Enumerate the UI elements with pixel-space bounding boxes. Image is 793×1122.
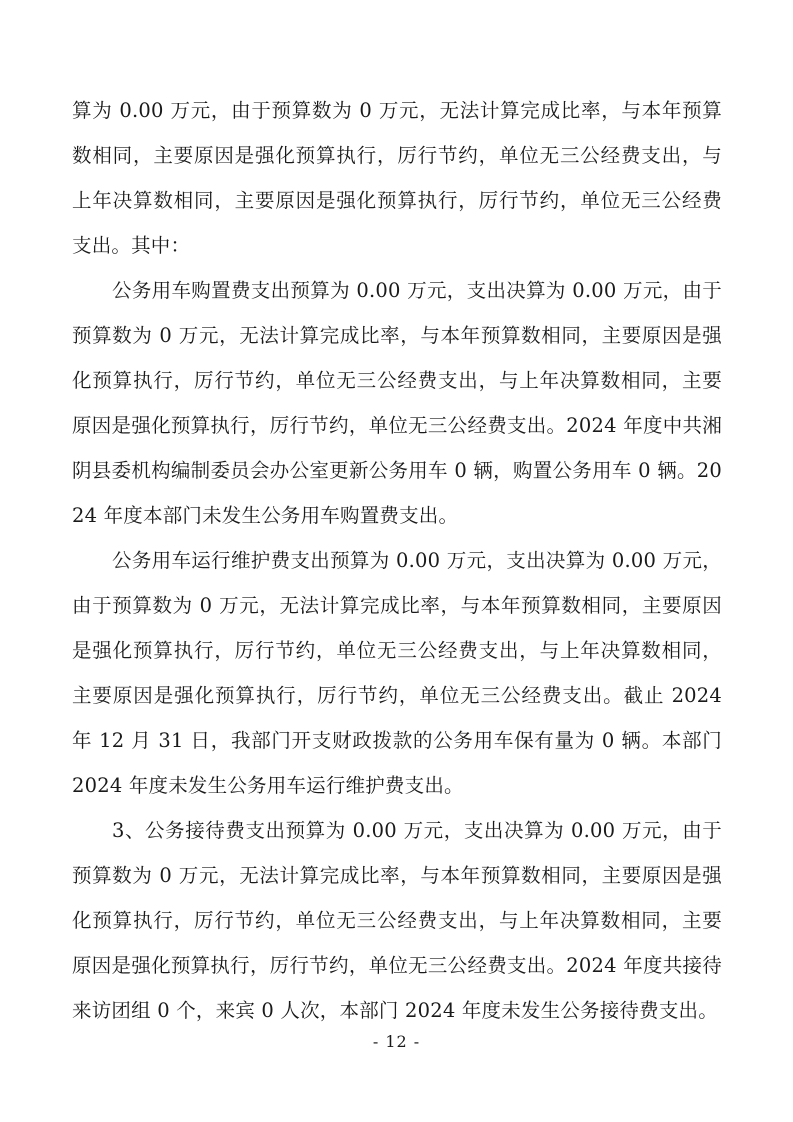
paragraph-3: 公务用车运行维护费支出预算为 0.00 万元，支出决算为 0.00 万元，由于预算数为 0 万元，无法计算完成比率，与本年预算数相同，主要原因是强化预算执行，厉行节约，单位无三公经费支出，与上年决算数相同，主要原因是强化预算执行，厉行节约，单位无三公经费支出。截止 2024 年 12 月 31 日，我部门开支财政拨款的公务用车保有量为 0 辆。本部门 2024 年度未发生公务用车运行维护费支出。 <box>72 549 722 797</box>
paragraph-4: 3、公务接待费支出预算为 0.00 万元，支出决算为 0.00 万元，由于预算数为 0 万元，无法计算完成比率，与本年预算数相同，主要原因是强化预算执行，厉行节约，单位无三公经费支出，与上年决算数相同，主要原因是强化预算执行，厉行节约，单位无三公经费支出。2024 年度共接待来访团组 0 个，来宾 0 人次，本部门 2024 年度未发生公务接待费支出。 <box>72 819 722 1022</box>
paragraph-2: 公务用车购置费支出预算为 0.00 万元，支出决算为 0.00 万元，由于预算数为 0 万元，无法计算完成比率，与本年预算数相同，主要原因是强化预算执行，厉行节约，单位无三公经费支出，与上年决算数相同，主要原因是强化预算执行，厉行节约，单位无三公经费支出。2024 年度中共湘阴县委机构编制委员会办公室更新公务用车 0 辆，购置公务用车 0 辆。2024 年度本部门未发生公务用车购置费支出。 <box>72 279 722 527</box>
page-body <box>72 88 722 1033</box>
paragraph-1: 算为 0.00 万元，由于预算数为 0 万元，无法计算完成比率，与本年预算数相同，主要原因是强化预算执行，厉行节约，单位无三公经费支出，与上年决算数相同，主要原因是强化预算执行，厉行节约，单位无三公经费支出。其中： <box>72 99 722 257</box>
page-number: - 12 - <box>372 1032 421 1051</box>
